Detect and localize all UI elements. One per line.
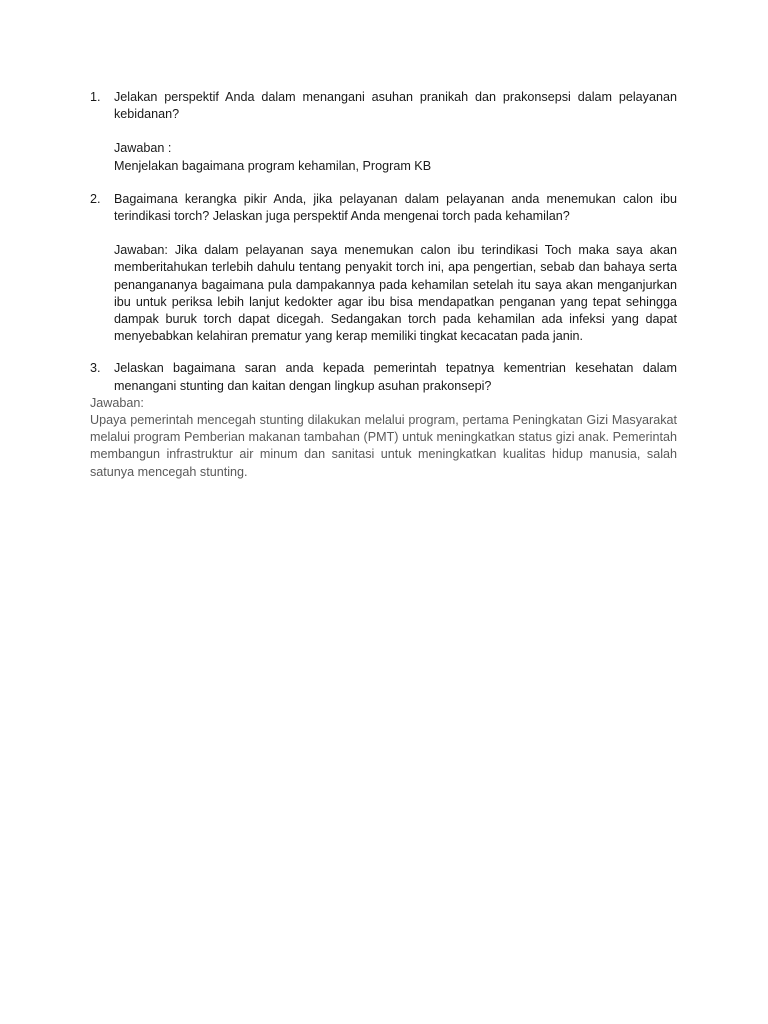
question-1 <box>90 89 677 175</box>
question-2 <box>90 191 677 346</box>
question-text: Jelaskan bagaimana saran anda kepada pemerintah tepatnya kementrian kesehatan dalam menangani stunting dan kaitan dengan lingkup asuhan prakonsepi? <box>114 361 677 393</box>
question-text: Jelakan perspektif Anda dalam menangani asuhan pranikah dan prakonsepsi dalam pelayanan kebidanan? <box>114 90 677 122</box>
answer-label: Jawaban: <box>90 395 144 410</box>
answer-text: Menjelakan bagaimana program kehamilan, Program KB <box>114 158 432 173</box>
question-number: 3. <box>90 361 101 376</box>
answer-text: Jawaban: Jika dalam pelayanan saya menemukan calon ibu terindikasi Toch maka saya akan memberitahukan terlebih dahulu tentang penyakit torch ini, apa pengertian, sebab dan bahaya serta penangananya bagaimana pula dampakannya pada kehamilan setelah itu saya akan menganjurkan ibu untuk periksa lebih lanjut kedokter agar ibu bisa mendapatkan penganan yang tepat sehingga dampak buruk torch dapat dicegah. Sedangakan torch pada kehamilan ada infeksi yang dapat menyebabkan kelahiran prematur yang kerap memiliki tingkat kecacatan pada janin. <box>114 243 677 344</box>
question-number: 2. <box>90 191 101 206</box>
answer-label: Jawaban : <box>114 141 172 156</box>
answer-text: Upaya pemerintah mencegah stunting dilakukan melalui program, pertama Peningkatan Gizi Masyarakat melalui program Pemberian makanan tambahan (PMT) untuk meningkatkan status gizi anak. Pemerintah membangun infrastruktur air minum dan sanitasi untuk meningkatkan kualitas hidup manusia, salah satunya mencegah stunting. <box>90 413 677 479</box>
question-number: 1. <box>90 90 101 104</box>
question-text: Bagaimana kerangka pikir Anda, jika pelayanan dalam pelayanan anda menemukan calon ibu terindikasi torch? Jelaskan juga perspektif Anda mengenai torch pada kehamilan? <box>114 191 677 224</box>
question-3 <box>90 360 677 480</box>
